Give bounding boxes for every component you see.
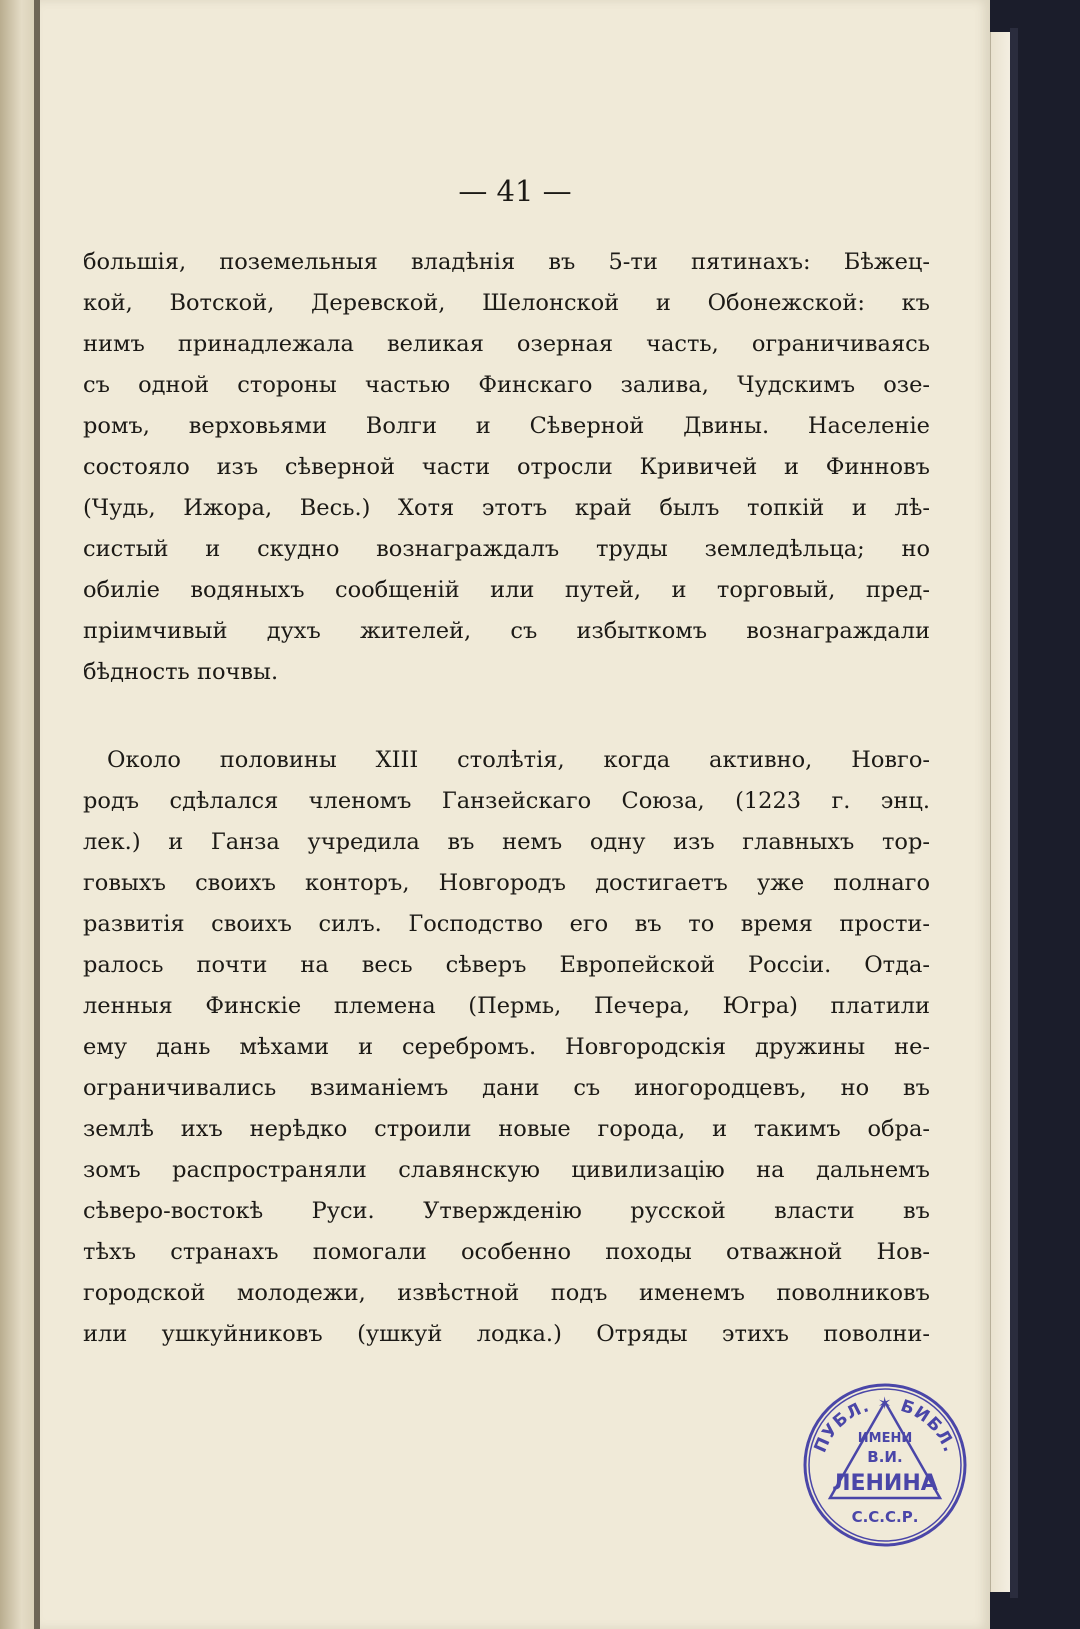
text-line: ограничивались взиманіемъ дани съ иногородцевъ, но въ [83, 1075, 930, 1101]
text-line: Около половины XIII столѣтія, когда активно, Новго- [107, 747, 930, 773]
stamp-line-1: ИМЕНИ [857, 1431, 913, 1446]
text-line: ралось почти на весь сѣверъ Европейской Россіи. Отда- [83, 952, 930, 978]
text-line: кой, Вотской, Деревской, Шелонской и Обонежской: къ [83, 290, 930, 316]
text-line: ему дань мѣхами и серебромъ. Новгородскія дружины не- [83, 1034, 930, 1060]
text-line: обиліе водяныхъ сообщеній или путей, и торговый, пред- [83, 577, 930, 603]
stamp-line-4: С.С.С.Р. [851, 1508, 919, 1526]
text-line: сѣверо-востокѣ Руси. Утвержденію русской власти въ [83, 1198, 930, 1224]
text-line: ромъ, верховьями Волги и Сѣверной Двины. Населеніе [83, 413, 930, 439]
text-line: или ушкуйниковъ (ушкуй лодка.) Отряды этихъ поволни- [83, 1321, 930, 1347]
previous-page-edge [0, 0, 36, 1629]
text-line: родъ сдѣлался членомъ Ганзейскаго Союза, (1223 г. энц. [83, 788, 930, 814]
text-line: систый и скудно вознаграждалъ труды земледѣльца; но [83, 536, 930, 562]
text-line: землѣ ихъ нерѣдко строили новые города, и такимъ обра- [83, 1116, 930, 1142]
text-line: развитія своихъ силъ. Господство его въ то время прости- [83, 911, 930, 937]
text-line: пріимчивый духъ жителей, съ избыткомъ вознаграждали [83, 618, 930, 644]
text-line: ленныя Финскіе племена (Пермь, Печера, Югра) платили [83, 993, 930, 1019]
paragraph-1 [83, 242, 930, 693]
text-line: тѣхъ странахъ помогали особенно походы отважной Нов- [83, 1239, 930, 1265]
text-line: съ одной стороны частью Финскаго залива, Чудскимъ озе- [83, 372, 930, 398]
stamp-line-2: В.И. [867, 1448, 903, 1466]
page-number: — 41 — [458, 174, 572, 208]
paragraph-2 [83, 740, 930, 1355]
text-line: (Чудь, Ижора, Весь.) Хотя этотъ край былъ топкій и лѣ- [83, 495, 930, 521]
text-line: городской молодежи, извѣстной подъ именемъ поволниковъ [83, 1280, 930, 1306]
text-line: состояло изъ сѣверной части отросли Кривичей и Финновъ [83, 454, 930, 480]
text-line: бѣдность почвы. [83, 659, 279, 685]
page-stack-edge [990, 32, 1011, 1592]
text-line: зомъ распространяли славянскую цивилизацію на дальнемъ [83, 1157, 930, 1183]
book-cover-edge [1010, 28, 1018, 1598]
text-line: большія, поземельныя владѣнія въ 5-ти пятинахъ: Бѣжец- [83, 249, 930, 275]
library-stamp [800, 1380, 970, 1550]
text-line: говыхъ своихъ конторъ, Новгородъ достигаетъ уже полнаго [83, 870, 930, 896]
stamp-line-3: ЛЕНИНА [832, 1471, 938, 1496]
stamp-arc-text: ПУБЛ. ✶ БИБЛ. [810, 1393, 960, 1456]
text-line: нимъ принадлежала великая озерная часть, ограничиваясь [83, 331, 930, 357]
book-page [40, 0, 990, 1629]
text-line: лек.) и Ганза учредила въ немъ одну изъ главныхъ тор- [83, 829, 930, 855]
